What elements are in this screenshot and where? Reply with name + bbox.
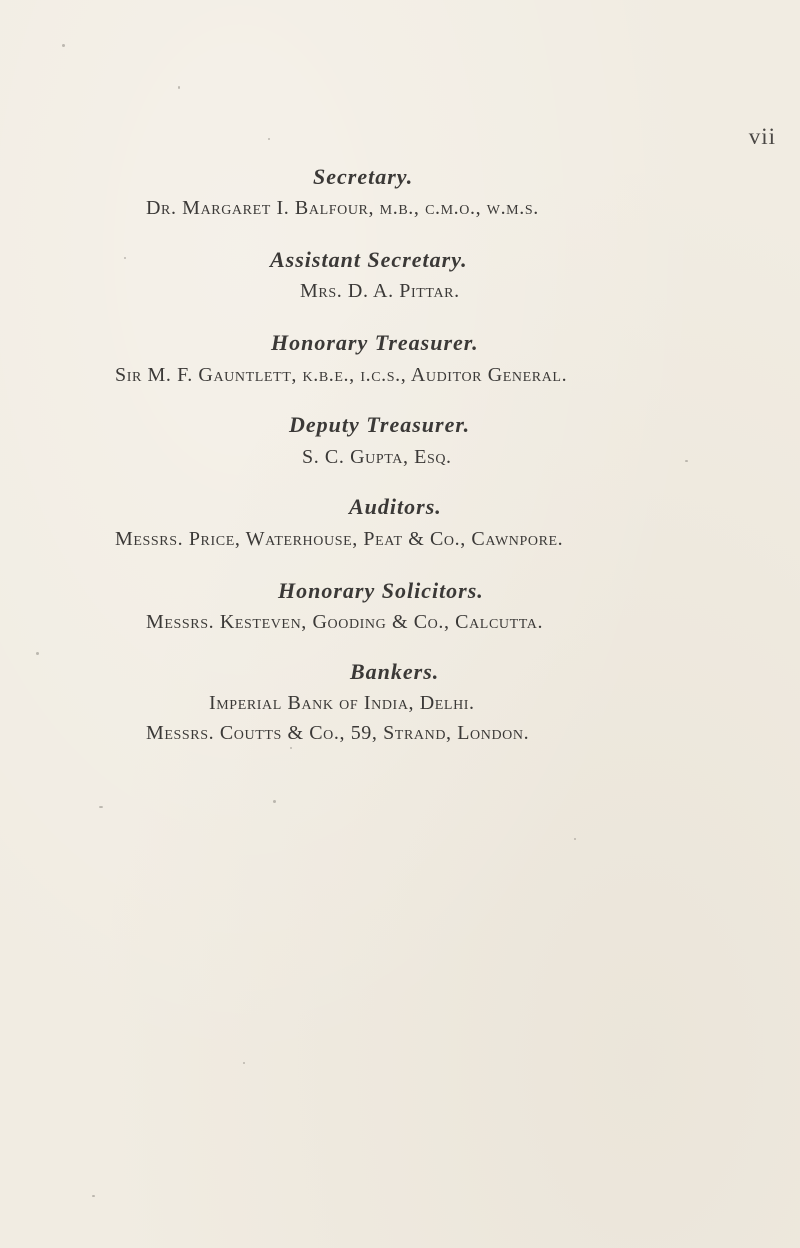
section-heading-assistant-secretary: Assistant Secretary. — [270, 247, 468, 272]
bankers-line-2: Messrs. Coutts & Co., 59, Strand, London. — [146, 722, 530, 744]
paper-speck — [574, 838, 576, 840]
paper-speck — [124, 257, 126, 259]
honorary-treasurer-name: Sir M. F. Gauntlett, k.b.e., i.c.s., Auditor General. — [115, 364, 568, 386]
section-heading-honorary-treasurer: Honorary Treasurer. — [271, 330, 479, 355]
auditors-name: Messrs. Price, Waterhouse, Peat & Co., Cawnpore. — [115, 528, 564, 550]
paper-speck — [290, 747, 292, 749]
paper-speck — [178, 86, 180, 89]
honorary-solicitors-name: Messrs. Kesteven, Gooding & Co., Calcutta. — [146, 611, 544, 633]
section-heading-honorary-solicitors: Honorary Solicitors. — [278, 578, 484, 603]
section-heading-auditors: Auditors. — [349, 494, 442, 519]
paper-speck — [36, 652, 39, 655]
section-heading-secretary: Secretary. — [313, 164, 414, 189]
paper-speck — [273, 800, 276, 803]
paper-speck — [685, 460, 688, 462]
assistant-secretary-name: Mrs. D. A. Pittar. — [300, 280, 460, 302]
bankers-line-1: Imperial Bank of India, Delhi. — [209, 692, 475, 714]
deputy-treasurer-name: S. C. Gupta, Esq. — [302, 446, 452, 468]
paper-speck — [62, 44, 65, 47]
page-number: vii — [748, 124, 776, 149]
paper-speck — [243, 1062, 245, 1064]
paper-speck — [268, 138, 270, 140]
section-heading-bankers: Bankers. — [350, 659, 440, 684]
section-heading-deputy-treasurer: Deputy Treasurer. — [289, 412, 471, 437]
paper-speck — [92, 1195, 95, 1197]
paper-speck — [99, 806, 103, 808]
secretary-name: Dr. Margaret I. Balfour, m.b., c.m.o., w.m.s. — [146, 197, 539, 219]
